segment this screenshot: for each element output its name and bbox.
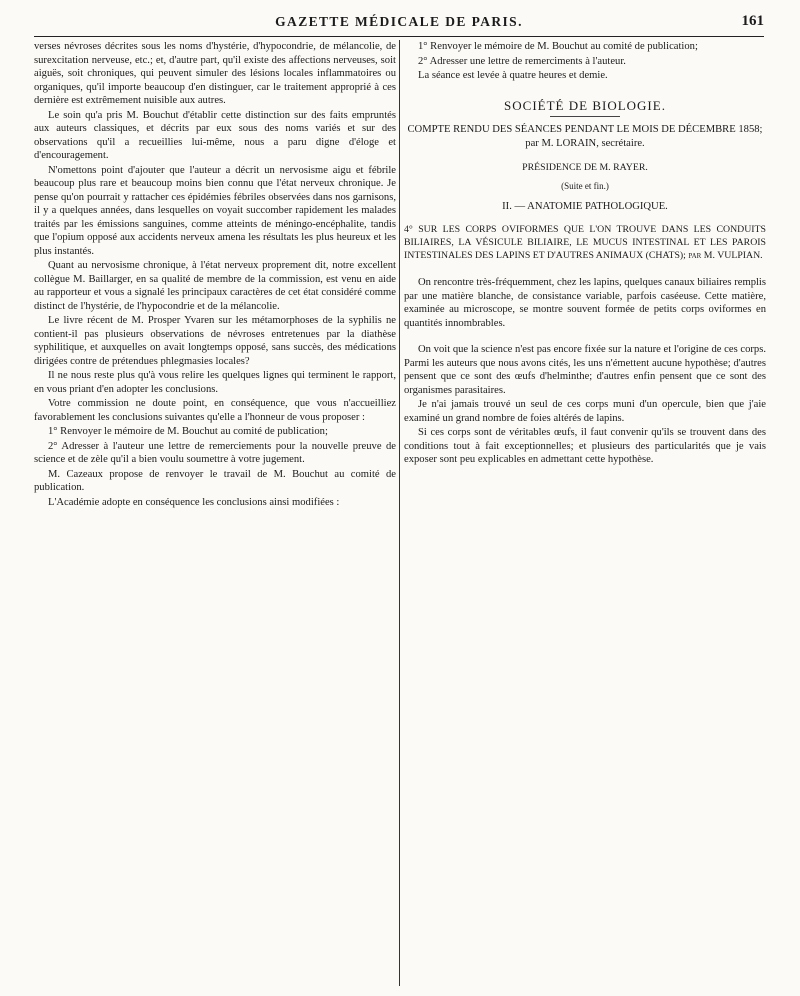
journal-title: GAZETTE MÉDICALE DE PARIS. (275, 14, 523, 29)
spacer (404, 331, 766, 343)
section-rule (550, 116, 620, 117)
paragraph: M. Cazeaux propose de renvoyer le travail de M. Bouchut au comité de publication. (34, 468, 396, 493)
page-header (34, 10, 764, 37)
paragraph: On rencontre très-fréquemment, chez les lapins, quelques canaux biliaires remplis par une matière blanche, de consistance variable, parfois caséeuse. Cette matière, examinée au microscope, se montre souvent formée de petits corps oviformes en quantités innombrables. (404, 277, 766, 329)
suite-line: (Suite et fin.) (561, 181, 609, 191)
right-column (404, 40, 766, 988)
paragraph: Quant au nervosisme chronique, à l'état nerveux proprement dit, notre excellent collègue M. Baillarger, en sa qualité de membre de la commission, est venu en aide au rapporteur et vous a signalé les principaux caractères de cet état considéré comme distinct de l'hystérie, de l'hypocondrie et de la mélancolie. (34, 260, 396, 312)
column-divider (399, 40, 400, 986)
paragraph: Je n'ai jamais trouvé un seul de ces corps muni d'un opercule, bien que j'aie examiné un grand nombre de foies altérés de lapins. (404, 399, 766, 424)
conclusion-item: 2° Adresser à l'auteur une lettre de remerciements pour la nouvelle preuve de science et de zèle qu'il a bien voulu soumettre à votre jugement. (34, 440, 396, 465)
paragraph: On voit que la science n'est pas encore fixée sur la nature et l'origine de ces corps. Parmi les auteurs que nous avons cités, les uns n'émettent aucune hypothèse; d'autres pensent que ce sont des œufs d'helminthe; d'autres enfin pensent que ce sont des organismes parasitaires. (404, 344, 766, 396)
paragraph: verses névroses décrites sous les noms d'hystérie, d'hypocondrie, de mélancolie, de surexcitation nerveuse, etc.; et, d'autre part, qu'il existe des affections nerveuses, soit aiguës, soit chroniques, qui peuvent simuler des lésions locales inflammatoires ou organiques, qu'il importe beaucoup d'en distinguer, car le traitement approprié à ces dernière est extrêmement nuisible aux autres. (34, 41, 396, 106)
paragraph: Votre commission ne doute point, en conséquence, que vous n'accueilliez favorablement les conclusions suivantes qu'elle a l'honneur de vous proposer : (34, 398, 396, 423)
subject-heading: 4° SUR LES CORPS OVIFORMES QUE L'ON TROUVE DANS LES CONDUITS BILIAIRES, LA VÉSICULE BILIAIRE, LE MUCUS INTESTINAL ET LES PAROIS INTESTINALES DES LAPINS ET D'AUTRES ANIMAUX (CHATS); par M. VULPIAN. (404, 224, 766, 261)
part-title: II. — ANATOMIE PATHOLOGIQUE. (502, 200, 668, 212)
paragraph: Si ces corps sont de véritables œufs, il faut convenir qu'ils se trouvent dans des conditions tout à fait exceptionnelles; et plusieurs des particularités que je vais exposer sont peu explicables en admettant cette hypothèse. (404, 427, 766, 465)
paragraph: N'omettons point d'ajouter que l'auteur a décrit un nervosisme aigu et fébrile beaucoup plus rare et beaucoup moins bien connu que l'état nerveux chronique. Je pense qu'on pourrait y rattacher ces épidémies fébriles observées dans nos garnisons, il y a quelques années, dans lesquelles on voyait succomber rapidement les malades traités par les émissions sanguines, comme atteints de méningo-encéphalite, tandis que l'opium opposé aux accidents nerveux amena les résultats les plus heureux et les plus instantés. (34, 164, 396, 257)
paragraph: L'Académie adopte en conséquence les conclusions ainsi modifiées : (48, 496, 340, 508)
compte-rendu-heading: COMPTE RENDU DES SÉANCES PENDANT LE MOIS DE DÉCEMBRE 1858; (407, 124, 763, 135)
conclusion-item: 1° Renvoyer le mémoire de M. Bouchut au comité de publication; (48, 426, 328, 437)
paragraph: Le livre récent de M. Prosper Yvaren sur les métamorphoses de la syphilis ne contient-il pas plusieurs observations de névroses entretenues par la diathèse syphilitique, et auxquelles on avait longtemps opposé, sans succès, des médications dirigées contre de prétendues phlegmasies locales? (34, 315, 396, 367)
conclusion-item: 1° Renvoyer le mémoire de M. Bouchut au comité de publication; (418, 41, 698, 52)
paragraph: Le soin qu'a pris M. Bouchut d'établir cette distinction sur des faits empruntés aux auteurs classiques, et décrits par eux sous des noms variés et sur des observations qu'il a recueillies lui-même, nous a paru digne d'éloge et d'encouragement. (34, 109, 396, 161)
section-title: SOCIÉTÉ DE BIOLOGIE. (504, 97, 666, 113)
left-column (34, 40, 396, 988)
presidence-line: PRÉSIDENCE DE M. RAYER. (522, 161, 648, 173)
paragraph: Il ne nous reste plus qu'à vous relire les quelques lignes qui terminent le rapport, en vous priant d'en adopter les conclusions. (34, 370, 396, 395)
page-number: 161 (741, 13, 764, 29)
closing-line: La séance est levée à quatre heures et demie. (418, 70, 608, 81)
secretary-line: par M. LORAIN, secrétaire. (525, 138, 645, 149)
conclusion-item: 2° Adresser une lettre de remerciments à l'auteur. (418, 55, 626, 67)
